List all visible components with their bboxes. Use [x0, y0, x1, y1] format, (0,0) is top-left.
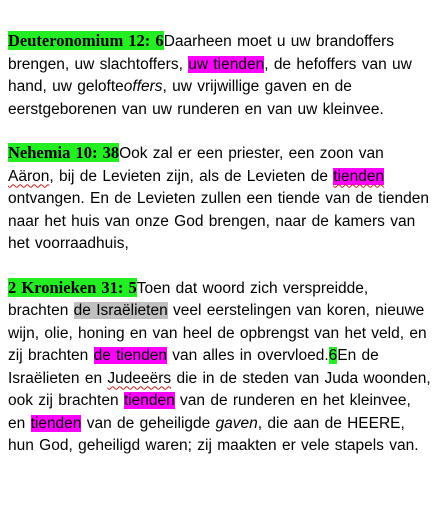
verse-text: van alles in overvloed. [166, 347, 329, 364]
verse-text: van de geheiligde [81, 414, 216, 432]
highlight-israelieten: de Israëlieten [73, 302, 168, 319]
verse-reference: Nehemia 10: 38 [8, 143, 120, 162]
verse-text: Toen dat woord zich verspreidde, brachten [8, 279, 369, 319]
paragraph-kronieken [8, 277, 433, 458]
highlight-tienden: tienden [333, 167, 385, 185]
verse-text: Daarheen moet u uw brandoffers brengen, uw slachtoffers, [8, 33, 395, 73]
verse-text: ontvangen. En de Levieten zullen een tiende van de tienden naar het huis van onze God brengen, naar de kamers van het voorraadhuis, [8, 190, 429, 252]
verse-number: 6 [328, 347, 338, 364]
verse-text: , uw vrijwillige gaven en de eerstgeborenen van uw runderen en van uw kleinvee. [8, 78, 384, 118]
verse-reference: 2 Kronieken 31: 5 [8, 277, 137, 297]
highlight-de-tienden: de tienden [93, 347, 167, 364]
paragraph-deuteronomium [8, 30, 433, 121]
verse-text: En de Israëlieten en [8, 347, 379, 387]
paragraph-nehemia [8, 142, 433, 256]
verse-text: veel eerstelingen van koren, nieuwe wijn, olie, honing en van heel de opbrengst van het veld, en zij brachten [8, 302, 427, 364]
spellcheck-word: Judeeërs [107, 369, 172, 387]
italic-word: gaven [215, 414, 258, 432]
verse-text: Ook zal er een priester, een zoon van [119, 145, 384, 162]
italic-word: offers [123, 78, 163, 95]
verse-text: , de hefoffers van uw hand, uw gelofte [8, 55, 412, 95]
verse-reference: Deuteronomium 12: 6 [8, 31, 164, 50]
verse-text: van de runderen en het kleinvee, en [8, 392, 411, 432]
spellcheck-word: Aäron [8, 167, 50, 185]
highlight-tienden: uw tienden [188, 55, 265, 73]
verse-text: , bij de Levieten zijn, als de Levieten de [49, 167, 334, 185]
highlight-tienden: tienden [123, 392, 175, 409]
verse-text: die in de steden van Juda woonden, ook zij brachten [8, 369, 431, 409]
document-body [8, 30, 433, 479]
highlight-tienden: tienden [30, 414, 82, 432]
verse-text: , die aan de HEERE, hun God, geheiligd waren; zij maakten er vele stapels van. [8, 414, 419, 454]
